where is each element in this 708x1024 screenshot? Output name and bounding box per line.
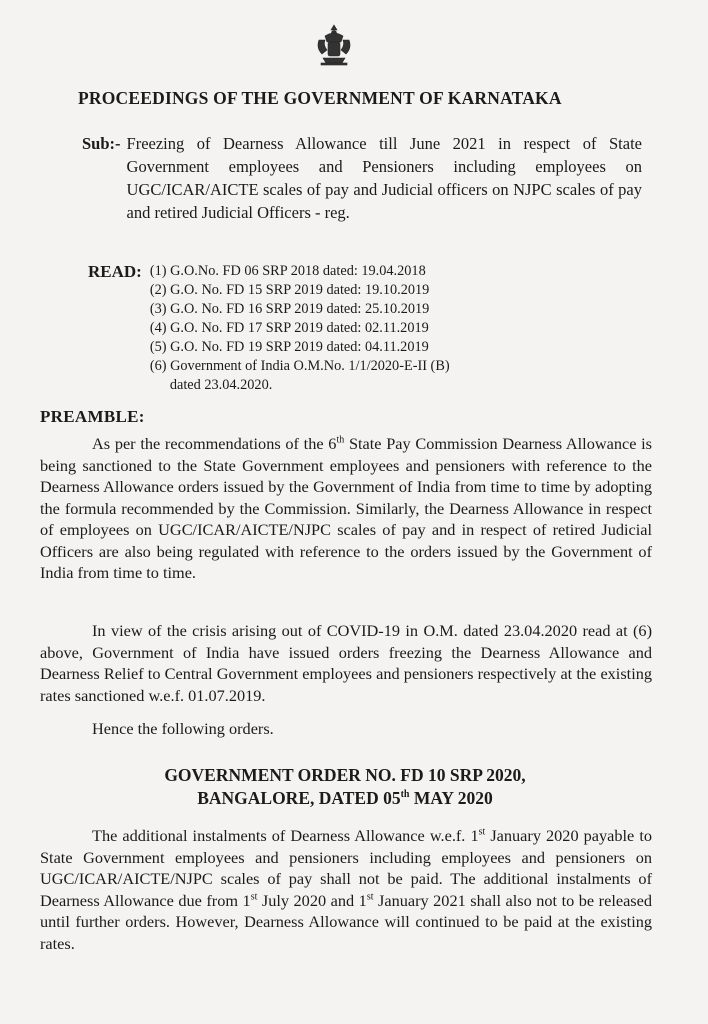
page-title: PROCEEDINGS OF THE GOVERNMENT OF KARNATAKA	[78, 88, 562, 108]
reference-item: (3) G.O. No. FD 16 SRP 2019 dated: 25.10.2019	[149, 301, 430, 317]
read-label: READ:	[88, 262, 142, 281]
preamble-paragraph-2: In view of the crisis arising out of COVID-19 in O.M. dated 23.04.2020 read at (6) above, Government of India have issued orders freezing the Dearness Allowance and Dearness Relief to Central Government employees and pensioners respectively at the existing rates sanctioned w.e.f. 01.07.2019.	[40, 621, 652, 705]
reference-item: (1) G.O.No. FD 06 SRP 2018 dated: 19.04.2018	[149, 263, 426, 279]
subject-label: Sub:-	[82, 134, 121, 153]
preamble-paragraph-1: As per the recommendations of the 6th State Pay Commission Dearness Allowance is being sanctioned to the State Government employees and pensioners with reference to the Dearness Allowance orders issued by the Government of India from time to time by adopting the formula recommended by the Commission. Similarly, the Dearness Allowance in respect of employees on UGC/ICAR/AICTE/NJPC scales of pay and in respect of retired Judicial Officers are also being regulated with reference to the orders issued by the Government of India from time to time.	[40, 434, 652, 582]
preamble-paragraph-3: Hence the following orders.	[92, 719, 274, 738]
subject-text: Freezing of Dearness Allowance till June 2021 in respect of State Government employees and Pensioners including employees on UGC/ICAR/AICTE scales of pay and Judicial officers on NJPC scales of pay and retired Judicial Officers - reg.	[126, 134, 642, 222]
reference-item: (6) Government of India O.M.No. 1/1/2020-E-II (B)	[149, 358, 450, 374]
reference-list	[150, 262, 450, 395]
reference-item: dated 23.04.2020.	[169, 377, 273, 393]
reference-item: (5) G.O. No. FD 19 SRP 2019 dated: 04.11.2019	[149, 339, 429, 355]
order-date: BANGALORE, DATED 05th MAY 2020	[197, 788, 493, 808]
karnataka-emblem-icon	[311, 22, 357, 68]
order-number: GOVERNMENT ORDER NO. FD 10 SRP 2020,	[164, 765, 526, 785]
reference-item: (4) G.O. No. FD 17 SRP 2019 dated: 02.11.2019	[149, 320, 429, 336]
subject	[82, 132, 642, 224]
reference-item: (2) G.O. No. FD 15 SRP 2019 dated: 19.10.2019	[149, 282, 430, 298]
order-heading	[150, 764, 540, 810]
order-paragraph: The additional instalments of Dearness Allowance w.e.f. 1st January 2020 payable to State Government employees and pensioners including employees and pensioners on UGC/ICAR/AICTE/NJPC scales of pay shall not be paid. The additional instalments of Dearness Allowance due from 1st July 2020 and 1st January 2021 shall also not to be released until further orders. However, Dearness Allowance will continued to be paid at the existing rates.	[40, 826, 653, 953]
preamble-heading: PREAMBLE:	[40, 407, 145, 426]
read-references	[88, 262, 548, 395]
